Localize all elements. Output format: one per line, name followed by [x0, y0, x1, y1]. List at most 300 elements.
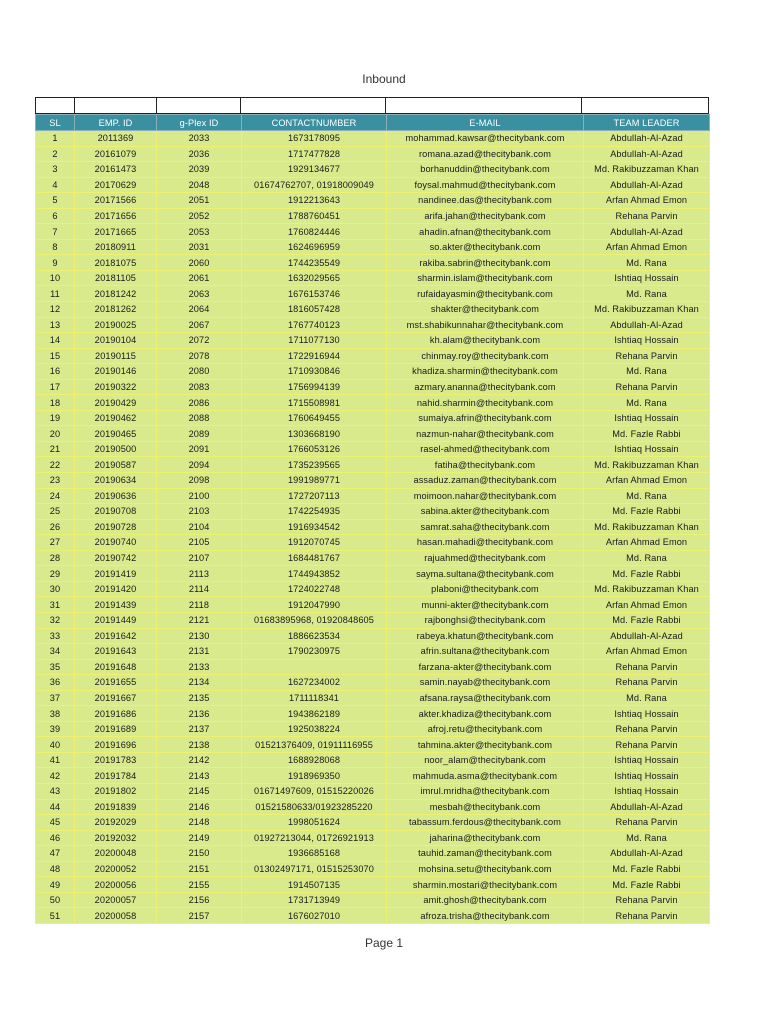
cell-team-leader: Arfan Ahmad Emon [584, 193, 710, 209]
table-row [36, 239, 710, 255]
cell-team-leader: Ishtiaq Hossain [584, 752, 710, 768]
cell-gplex-id: 2131 [157, 644, 242, 660]
cell-gplex-id: 2114 [157, 581, 242, 597]
cell-gplex-id: 2150 [157, 846, 242, 862]
cell-sl: 42 [36, 768, 75, 784]
cell-contact-number: 01927213044, 01726921913 [242, 830, 387, 846]
blank-cell [582, 98, 708, 113]
cell-gplex-id: 2051 [157, 193, 242, 209]
cell-email: assaduz.zaman@thecitybank.com [387, 473, 584, 489]
cell-email: tahmina.akter@thecitybank.com [387, 737, 584, 753]
column-header-email: E-MAIL [387, 115, 584, 131]
cell-sl: 35 [36, 659, 75, 675]
table-row [36, 162, 710, 178]
cell-gplex-id: 2104 [157, 519, 242, 535]
cell-team-leader: Abdullah-Al-Azad [584, 224, 710, 240]
cell-email: farzana-akter@thecitybank.com [387, 659, 584, 675]
column-header-contact-number: CONTACTNUMBER [242, 115, 387, 131]
table-row [36, 908, 710, 924]
cell-team-leader: Rehana Parvin [584, 348, 710, 364]
cell-team-leader: Abdullah-Al-Azad [584, 846, 710, 862]
cell-emp-id: 20190104 [75, 333, 157, 349]
cell-contact-number: 1912047990 [242, 597, 387, 613]
table-row [36, 441, 710, 457]
cell-sl: 5 [36, 193, 75, 209]
cell-gplex-id: 2157 [157, 908, 242, 924]
cell-emp-id: 20190462 [75, 410, 157, 426]
cell-email: ahadin.afnan@thecitybank.com [387, 224, 584, 240]
cell-contact-number: 1688928068 [242, 752, 387, 768]
cell-email: sharmin.islam@thecitybank.com [387, 270, 584, 286]
cell-emp-id: 20191439 [75, 597, 157, 613]
cell-emp-id: 20190115 [75, 348, 157, 364]
cell-team-leader: Arfan Ahmad Emon [584, 473, 710, 489]
cell-emp-id: 20191420 [75, 581, 157, 597]
cell-team-leader: Ishtiaq Hossain [584, 270, 710, 286]
cell-email: afroza.trisha@thecitybank.com [387, 908, 584, 924]
cell-sl: 36 [36, 675, 75, 691]
cell-email: samin.nayab@thecitybank.com [387, 675, 584, 691]
cell-email: nandinee.das@thecitybank.com [387, 193, 584, 209]
cell-sl: 27 [36, 535, 75, 551]
cell-email: jaharina@thecitybank.com [387, 830, 584, 846]
cell-contact-number: 1756994139 [242, 379, 387, 395]
cell-sl: 20 [36, 426, 75, 442]
cell-email: khadiza.sharmin@thecitybank.com [387, 364, 584, 380]
cell-team-leader: Md. Rana [584, 364, 710, 380]
cell-emp-id: 20190429 [75, 395, 157, 411]
cell-emp-id: 20191642 [75, 628, 157, 644]
cell-email: samrat.saha@thecitybank.com [387, 519, 584, 535]
table-row [36, 302, 710, 318]
cell-emp-id: 20190742 [75, 550, 157, 566]
cell-contact-number: 1717477828 [242, 146, 387, 162]
cell-email: afroj.retu@thecitybank.com [387, 721, 584, 737]
cell-email: tauhid.zaman@thecitybank.com [387, 846, 584, 862]
cell-team-leader: Md. Rana [584, 488, 710, 504]
table-row [36, 783, 710, 799]
cell-email: akter.khadiza@thecitybank.com [387, 706, 584, 722]
cell-emp-id: 20191648 [75, 659, 157, 675]
cell-email: imrul.mridha@thecitybank.com [387, 783, 584, 799]
cell-contact-number: 1936685168 [242, 846, 387, 862]
cell-sl: 31 [36, 597, 75, 613]
cell-email: azmary.ananna@thecitybank.com [387, 379, 584, 395]
cell-contact-number: 1303668190 [242, 426, 387, 442]
cell-gplex-id: 2060 [157, 255, 242, 271]
cell-email: sabina.akter@thecitybank.com [387, 504, 584, 520]
table-row [36, 612, 710, 628]
cell-team-leader: Rehana Parvin [584, 815, 710, 831]
cell-gplex-id: 2148 [157, 815, 242, 831]
cell-gplex-id: 2134 [157, 675, 242, 691]
cell-contact-number: 01302497171, 01515253070 [242, 861, 387, 877]
cell-sl: 24 [36, 488, 75, 504]
table-row [36, 815, 710, 831]
cell-email: amit.ghosh@thecitybank.com [387, 892, 584, 908]
cell-email: afsana.raysa@thecitybank.com [387, 690, 584, 706]
cell-emp-id: 20181105 [75, 270, 157, 286]
cell-email: rajbonghsi@thecitybank.com [387, 612, 584, 628]
cell-gplex-id: 2067 [157, 317, 242, 333]
cell-gplex-id: 2048 [157, 177, 242, 193]
cell-emp-id: 20171665 [75, 224, 157, 240]
cell-contact-number: 1744235549 [242, 255, 387, 271]
cell-sl: 28 [36, 550, 75, 566]
table-row [36, 675, 710, 691]
cell-gplex-id: 2091 [157, 441, 242, 457]
cell-contact-number: 1991989771 [242, 473, 387, 489]
table-row [36, 550, 710, 566]
cell-emp-id: 2011369 [75, 131, 157, 147]
cell-team-leader: Md. Fazle Rabbi [584, 504, 710, 520]
cell-sl: 1 [36, 131, 75, 147]
cell-sl: 37 [36, 690, 75, 706]
employee-table [35, 114, 710, 924]
cell-email: munni-akter@thecitybank.com [387, 597, 584, 613]
cell-email: mohsina.setu@thecitybank.com [387, 861, 584, 877]
cell-sl: 21 [36, 441, 75, 457]
cell-contact-number: 1918969350 [242, 768, 387, 784]
cell-team-leader: Rehana Parvin [584, 208, 710, 224]
table-row [36, 644, 710, 660]
cell-gplex-id: 2121 [157, 612, 242, 628]
cell-contact-number: 1676027010 [242, 908, 387, 924]
table-row [36, 224, 710, 240]
cell-contact-number: 1627234002 [242, 675, 387, 691]
cell-email: rufaidayasmin@thecitybank.com [387, 286, 584, 302]
cell-email: mesbah@thecitybank.com [387, 799, 584, 815]
cell-emp-id: 20191419 [75, 566, 157, 582]
cell-emp-id: 20200057 [75, 892, 157, 908]
cell-gplex-id: 2155 [157, 877, 242, 893]
cell-email: rabeya.khatun@thecitybank.com [387, 628, 584, 644]
table-row [36, 473, 710, 489]
cell-email: afrin.sultana@thecitybank.com [387, 644, 584, 660]
cell-email: fatiha@thecitybank.com [387, 457, 584, 473]
cell-gplex-id: 2033 [157, 131, 242, 147]
cell-team-leader: Ishtiaq Hossain [584, 333, 710, 349]
cell-gplex-id: 2098 [157, 473, 242, 489]
cell-team-leader: Arfan Ahmad Emon [584, 535, 710, 551]
cell-sl: 11 [36, 286, 75, 302]
cell-sl: 15 [36, 348, 75, 364]
cell-sl: 19 [36, 410, 75, 426]
blank-cell [241, 98, 386, 113]
cell-gplex-id: 2137 [157, 721, 242, 737]
table-row [36, 395, 710, 411]
cell-email: sayma.sultana@thecitybank.com [387, 566, 584, 582]
cell-email: nahid.sharmin@thecitybank.com [387, 395, 584, 411]
cell-team-leader: Rehana Parvin [584, 675, 710, 691]
table-row [36, 146, 710, 162]
table-row [36, 348, 710, 364]
cell-emp-id: 20190708 [75, 504, 157, 520]
cell-contact-number: 01521376409, 01911116955 [242, 737, 387, 753]
cell-team-leader: Rehana Parvin [584, 659, 710, 675]
table-row [36, 504, 710, 520]
cell-team-leader: Ishtiaq Hossain [584, 768, 710, 784]
cell-contact-number: 1684481767 [242, 550, 387, 566]
table-row [36, 737, 710, 753]
cell-gplex-id: 2156 [157, 892, 242, 908]
cell-emp-id: 20180911 [75, 239, 157, 255]
column-header-sl: SL [36, 115, 75, 131]
cell-emp-id: 20181242 [75, 286, 157, 302]
cell-sl: 43 [36, 783, 75, 799]
cell-email: foysal.mahmud@thecitybank.com [387, 177, 584, 193]
cell-emp-id: 20191696 [75, 737, 157, 753]
cell-team-leader: Arfan Ahmad Emon [584, 597, 710, 613]
blank-cell [386, 98, 582, 113]
cell-emp-id: 20200052 [75, 861, 157, 877]
cell-emp-id: 20190728 [75, 519, 157, 535]
cell-sl: 25 [36, 504, 75, 520]
cell-gplex-id: 2036 [157, 146, 242, 162]
table-row [36, 457, 710, 473]
cell-contact-number: 1788760451 [242, 208, 387, 224]
cell-team-leader: Md. Rana [584, 255, 710, 271]
table-row [36, 519, 710, 535]
cell-contact-number: 1676153746 [242, 286, 387, 302]
cell-sl: 30 [36, 581, 75, 597]
cell-gplex-id: 2145 [157, 783, 242, 799]
cell-gplex-id: 2138 [157, 737, 242, 753]
table-row [36, 877, 710, 893]
table-row [36, 721, 710, 737]
table-row [36, 255, 710, 271]
cell-emp-id: 20181262 [75, 302, 157, 318]
table-row [36, 830, 710, 846]
table-row [36, 488, 710, 504]
cell-contact-number: 1914507135 [242, 877, 387, 893]
cell-gplex-id: 2052 [157, 208, 242, 224]
cell-contact-number: 1624696959 [242, 239, 387, 255]
cell-team-leader: Md. Rana [584, 830, 710, 846]
cell-emp-id: 20191802 [75, 783, 157, 799]
cell-gplex-id: 2086 [157, 395, 242, 411]
cell-email: mahmuda.asma@thecitybank.com [387, 768, 584, 784]
cell-sl: 33 [36, 628, 75, 644]
cell-sl: 46 [36, 830, 75, 846]
cell-emp-id: 20190636 [75, 488, 157, 504]
cell-gplex-id: 2053 [157, 224, 242, 240]
cell-emp-id: 20190146 [75, 364, 157, 380]
cell-emp-id: 20190634 [75, 473, 157, 489]
cell-team-leader: Md. Fazle Rabbi [584, 566, 710, 582]
table-row [36, 581, 710, 597]
cell-team-leader: Md. Fazle Rabbi [584, 612, 710, 628]
cell-contact-number: 1735239565 [242, 457, 387, 473]
page-title: Inbound [362, 72, 406, 86]
cell-team-leader: Ishtiaq Hossain [584, 410, 710, 426]
cell-team-leader: Rehana Parvin [584, 379, 710, 395]
cell-sl: 4 [36, 177, 75, 193]
cell-gplex-id: 2130 [157, 628, 242, 644]
cell-sl: 14 [36, 333, 75, 349]
cell-team-leader: Rehana Parvin [584, 908, 710, 924]
cell-emp-id: 20192029 [75, 815, 157, 831]
blank-cell [36, 98, 75, 113]
cell-sl: 17 [36, 379, 75, 395]
cell-team-leader: Arfan Ahmad Emon [584, 239, 710, 255]
cell-gplex-id: 2063 [157, 286, 242, 302]
cell-team-leader: Abdullah-Al-Azad [584, 628, 710, 644]
cell-contact-number: 1912213643 [242, 193, 387, 209]
cell-emp-id: 20200048 [75, 846, 157, 862]
cell-contact-number: 1998051624 [242, 815, 387, 831]
table-row [36, 317, 710, 333]
cell-contact-number: 1760649455 [242, 410, 387, 426]
cell-emp-id: 20181075 [75, 255, 157, 271]
cell-email: romana.azad@thecitybank.com [387, 146, 584, 162]
cell-emp-id: 20190587 [75, 457, 157, 473]
cell-email: plaboni@thecitybank.com [387, 581, 584, 597]
cell-gplex-id: 2078 [157, 348, 242, 364]
cell-emp-id: 20191667 [75, 690, 157, 706]
cell-team-leader: Md. Rakibuzzaman Khan [584, 581, 710, 597]
table-row [36, 379, 710, 395]
cell-email: rasel-ahmed@thecitybank.com [387, 441, 584, 457]
cell-team-leader: Ishtiaq Hossain [584, 783, 710, 799]
cell-gplex-id: 2107 [157, 550, 242, 566]
cell-contact-number: 1727207113 [242, 488, 387, 504]
column-header-team-leader: TEAM LEADER [584, 115, 710, 131]
cell-emp-id: 20191686 [75, 706, 157, 722]
cell-gplex-id: 2113 [157, 566, 242, 582]
table-row [36, 597, 710, 613]
cell-sl: 6 [36, 208, 75, 224]
cell-email: rajuahmed@thecitybank.com [387, 550, 584, 566]
cell-team-leader: Md. Fazle Rabbi [584, 861, 710, 877]
cell-team-leader: Md. Rana [584, 395, 710, 411]
cell-contact-number: 1731713949 [242, 892, 387, 908]
cell-sl: 7 [36, 224, 75, 240]
table-row [36, 410, 710, 426]
cell-emp-id: 20190322 [75, 379, 157, 395]
blank-header-row [35, 97, 709, 114]
cell-gplex-id: 2039 [157, 162, 242, 178]
cell-team-leader: Abdullah-Al-Azad [584, 177, 710, 193]
cell-team-leader: Md. Rakibuzzaman Khan [584, 457, 710, 473]
cell-sl: 34 [36, 644, 75, 660]
cell-emp-id: 20200056 [75, 877, 157, 893]
cell-sl: 32 [36, 612, 75, 628]
cell-team-leader: Md. Rakibuzzaman Khan [584, 519, 710, 535]
table-row [36, 659, 710, 675]
cell-email: mohammad.kawsar@thecitybank.com [387, 131, 584, 147]
cell-contact-number: 1925038224 [242, 721, 387, 737]
cell-email: nazmun-nahar@thecitybank.com [387, 426, 584, 442]
cell-email: kh.alam@thecitybank.com [387, 333, 584, 349]
cell-gplex-id: 2133 [157, 659, 242, 675]
cell-emp-id: 20191689 [75, 721, 157, 737]
cell-contact-number: 1724022748 [242, 581, 387, 597]
cell-emp-id: 20161079 [75, 146, 157, 162]
table-row [36, 177, 710, 193]
cell-emp-id: 20190740 [75, 535, 157, 551]
table-row [36, 193, 710, 209]
cell-team-leader: Md. Rakibuzzaman Khan [584, 162, 710, 178]
cell-sl: 51 [36, 908, 75, 924]
blank-cell [157, 98, 242, 113]
cell-contact-number: 1744943852 [242, 566, 387, 582]
cell-contact-number: 01521580633/01923285220 [242, 799, 387, 815]
cell-sl: 18 [36, 395, 75, 411]
cell-sl: 2 [36, 146, 75, 162]
cell-contact-number: 1715508981 [242, 395, 387, 411]
cell-team-leader: Arfan Ahmad Emon [584, 644, 710, 660]
cell-email: shakter@thecitybank.com [387, 302, 584, 318]
table-row [36, 752, 710, 768]
cell-contact-number: 01683895968, 01920848605 [242, 612, 387, 628]
cell-email: borhanuddin@thecitybank.com [387, 162, 584, 178]
cell-contact-number: 1710930846 [242, 364, 387, 380]
cell-gplex-id: 2061 [157, 270, 242, 286]
cell-emp-id: 20200058 [75, 908, 157, 924]
cell-team-leader: Abdullah-Al-Azad [584, 131, 710, 147]
cell-gplex-id: 2100 [157, 488, 242, 504]
cell-emp-id: 20192032 [75, 830, 157, 846]
cell-gplex-id: 2143 [157, 768, 242, 784]
cell-sl: 29 [36, 566, 75, 582]
cell-emp-id: 20190465 [75, 426, 157, 442]
cell-email: mst.shabikunnahar@thecitybank.com [387, 317, 584, 333]
cell-gplex-id: 2135 [157, 690, 242, 706]
cell-sl: 38 [36, 706, 75, 722]
cell-team-leader: Ishtiaq Hossain [584, 706, 710, 722]
cell-team-leader: Rehana Parvin [584, 892, 710, 908]
cell-contact-number: 1711077130 [242, 333, 387, 349]
table-row [36, 426, 710, 442]
cell-gplex-id: 2151 [157, 861, 242, 877]
cell-emp-id: 20191655 [75, 675, 157, 691]
cell-sl: 12 [36, 302, 75, 318]
cell-email: chinmay.roy@thecitybank.com [387, 348, 584, 364]
cell-gplex-id: 2080 [157, 364, 242, 380]
cell-email: noor_alam@thecitybank.com [387, 752, 584, 768]
cell-sl: 26 [36, 519, 75, 535]
column-header-emp-id: EMP. ID [75, 115, 157, 131]
cell-email: tabassum.ferdous@thecitybank.com [387, 815, 584, 831]
cell-sl: 45 [36, 815, 75, 831]
cell-contact-number: 1790230975 [242, 644, 387, 660]
cell-contact-number: 1929134677 [242, 162, 387, 178]
cell-contact-number: 1742254935 [242, 504, 387, 520]
cell-sl: 40 [36, 737, 75, 753]
cell-sl: 41 [36, 752, 75, 768]
cell-team-leader: Md. Rana [584, 550, 710, 566]
cell-contact-number: 1722916944 [242, 348, 387, 364]
table-row [36, 208, 710, 224]
cell-sl: 47 [36, 846, 75, 862]
table-row [36, 690, 710, 706]
table-row [36, 535, 710, 551]
cell-emp-id: 20191839 [75, 799, 157, 815]
cell-gplex-id: 2094 [157, 457, 242, 473]
cell-team-leader: Md. Rakibuzzaman Khan [584, 302, 710, 318]
table-row [36, 270, 710, 286]
cell-contact-number: 1943862189 [242, 706, 387, 722]
cell-sl: 48 [36, 861, 75, 877]
cell-email: arifa.jahan@thecitybank.com [387, 208, 584, 224]
table-body [36, 131, 710, 924]
cell-email: rakiba.sabrin@thecitybank.com [387, 255, 584, 271]
cell-sl: 9 [36, 255, 75, 271]
cell-sl: 22 [36, 457, 75, 473]
cell-gplex-id: 2031 [157, 239, 242, 255]
cell-contact-number: 1711118341 [242, 690, 387, 706]
